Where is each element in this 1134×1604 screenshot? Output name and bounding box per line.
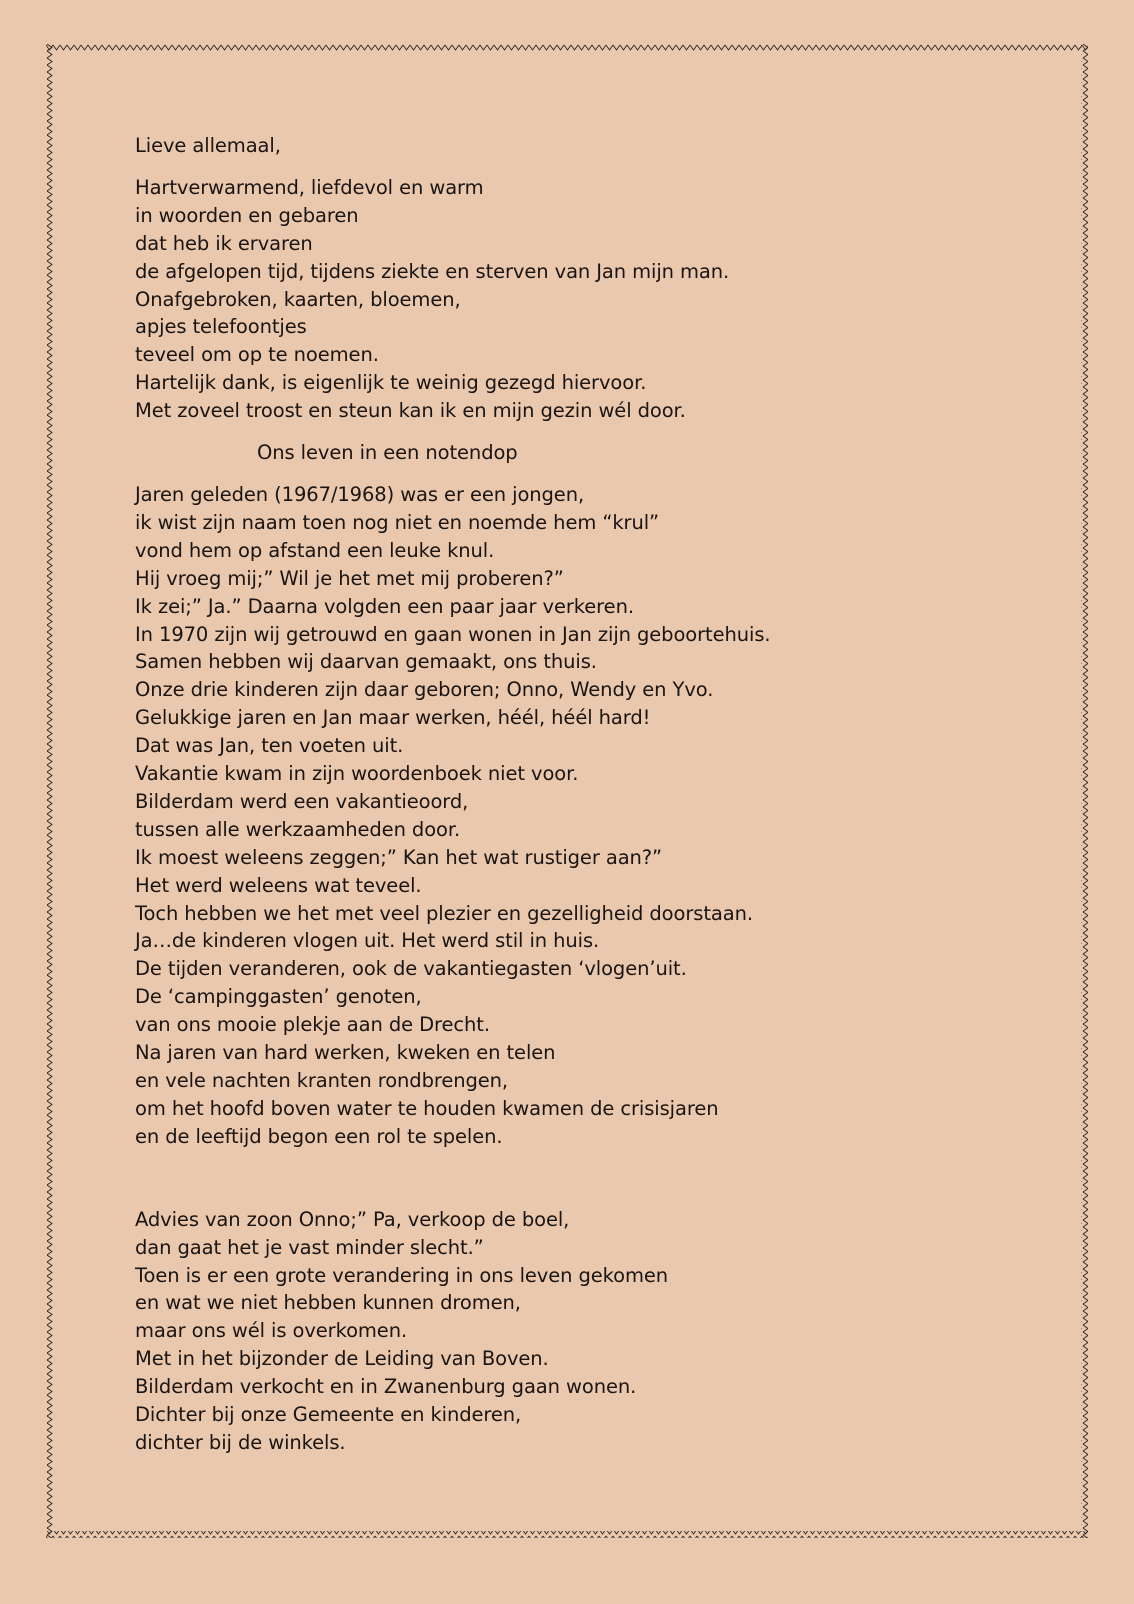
poem-line: dan gaat het je vast minder slecht.” xyxy=(135,1235,484,1259)
poem-line: Met zoveel troost en steun kan ik en mijn gezin wél door. xyxy=(135,399,686,423)
poem-line: Vakantie kwam in zijn woordenboek niet voor. xyxy=(135,762,579,786)
poem-line: en vele nachten kranten rondbrengen, xyxy=(135,1069,509,1092)
poem-line: Gelukkige jaren en Jan maar werken, héél, héél hard! xyxy=(135,706,651,730)
poem-line: Bilderdam verkocht en in Zwanenburg gaan wonen. xyxy=(135,1375,637,1399)
poem-line: Ja…de kinderen vlogen uit. Het werd stil in huis. xyxy=(135,929,600,953)
poem-line: ik wist zijn naam toen nog niet en noemde hem “krul” xyxy=(135,510,660,534)
poem-line: Het werd weleens wat teveel. xyxy=(135,873,422,897)
poem-line: Hij vroeg mij;” Wil je het met mij proberen?” xyxy=(135,566,564,590)
poem-line: Hartelijk dank, is eigenlijk te weinig gezegd hiervoor. xyxy=(135,371,647,395)
letter-body xyxy=(135,132,995,1457)
poem-line: van ons mooie plekje aan de Drecht. xyxy=(135,1013,490,1037)
salutation: Lieve allemaal, xyxy=(135,134,281,157)
poem-line: apjes telefoontjes xyxy=(135,315,307,339)
poem-line: Dichter bij onze Gemeente en kinderen, xyxy=(135,1403,522,1427)
poem-line: maar ons wél is overkomen. xyxy=(135,1319,408,1343)
poem-line: om het hoofd boven water te houden kwamen de crisisjaren xyxy=(135,1096,719,1120)
poem-line: en de leeftijd begon een rol te spelen. xyxy=(135,1124,503,1148)
poem-line: Ik zei;” Ja.” Daarna volgden een paar jaar verkeren. xyxy=(135,594,634,618)
poem-line: Ik moest weleens zeggen;” Kan het wat rustiger aan?” xyxy=(135,845,663,869)
poem-line: Na jaren van hard werken, kweken en telen xyxy=(135,1041,556,1065)
poem-line: Onafgebroken, kaarten, bloemen, xyxy=(135,287,461,311)
poem-line: Hartverwarmend, liefdevol en warm xyxy=(135,175,484,199)
poem-line: Dat was Jan, ten voeten uit. xyxy=(135,734,404,758)
poem-line: dat heb ik ervaren xyxy=(135,231,313,255)
poem-line: Bilderdam werd een vakantieoord, xyxy=(135,789,469,813)
poem-line: teveel om op te noemen. xyxy=(135,343,379,367)
poem-line: Samen hebben wij daarvan gemaakt, ons thuis. xyxy=(135,650,597,674)
poem-line: Toen is er een grote verandering in ons leven gekomen xyxy=(135,1263,669,1287)
poem-line: dichter bij de winkels. xyxy=(135,1430,346,1454)
poem-line: in woorden en gebaren xyxy=(135,203,359,227)
poem-line: Jaren geleden (1967/1968) was er een jongen, xyxy=(135,482,585,506)
poem-line: Advies van zoon Onno;” Pa, verkoop de boel, xyxy=(135,1207,570,1231)
stanza-life-story xyxy=(135,481,995,1151)
poem-line: tussen alle werkzaamheden door. xyxy=(135,817,461,841)
poem-line: vond hem op afstand een leuke knul. xyxy=(135,538,495,562)
poem-line: Toch hebben we het met veel plezier en gezelligheid doorstaan. xyxy=(135,901,753,925)
poem-line: Onze drie kinderen zijn daar geboren; Onno, Wendy en Yvo. xyxy=(135,678,714,702)
poem-line: De ‘campinggasten’ genoten, xyxy=(135,985,422,1009)
poem-line: en wat we niet hebben kunnen dromen, xyxy=(135,1291,521,1315)
poem-line: In 1970 zijn wij getrouwd en gaan wonen in Jan zijn geboortehuis. xyxy=(135,622,771,646)
poem-line: De tijden veranderen, ook de vakantiegasten ‘vlogen’uit. xyxy=(135,957,687,981)
section-title: Ons leven in een notendop xyxy=(257,441,518,465)
stanza-thanks xyxy=(135,174,995,425)
poem-line: Met in het bijzonder de Leiding van Boven. xyxy=(135,1347,549,1371)
poem-line: de afgelopen tijd, tijdens ziekte en sterven van Jan mijn man. xyxy=(135,259,730,283)
stanza-moving xyxy=(135,1206,995,1457)
